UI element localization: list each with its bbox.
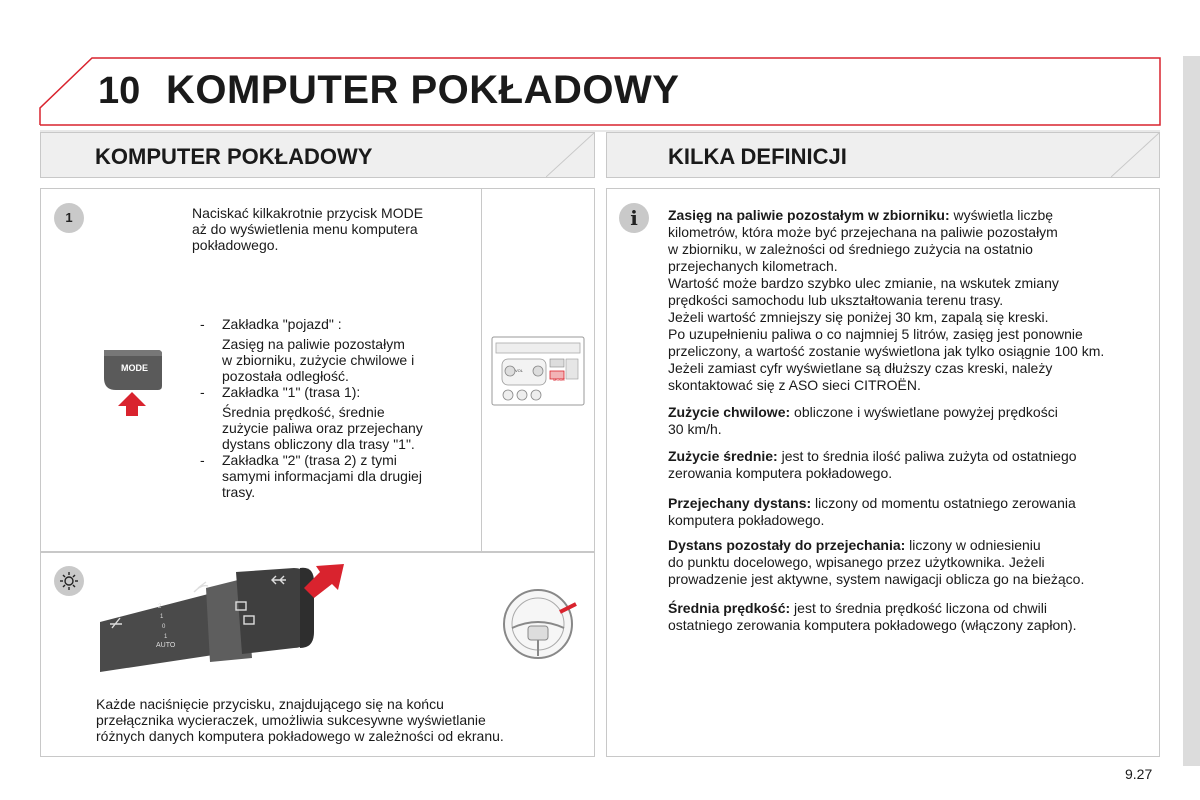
- definition-item: Zasięg na paliwie pozostałym w zbiorniku: wyświetla liczbę kilometrów, która może być przejechana na paliwie pozostałym w zbiorniku, w zależności od średniego zużycia na ostatnio przejechanych kilometrach. Wartość może bardzo szybko ulec zmianie, na wskutek zmiany prędkości samochodu lub ukształtowania terenu trasy. Jeżeli wartość zmniejszy się poniżej 30 km, zapalą się kreski. Po uzupełnieniu paliwa o co najmniej 5 litrów, zasięg jest ponownie przeliczony, a wartość zostanie wyświetlona jak tylko osiągnie 100 km. Jeżeli zamiast cyfr wyświetlane są dłuższy czas kreski, należy skontaktować się z ASO sieci CITROËN.: [668, 207, 1105, 393]
- mode-panel-divider: [481, 188, 482, 552]
- tab-item: - Zakładka "pojazd" : Zasięg na paliwie pozostałym w zbiorniku, zużycie chwilowe i pozostała odległość.: [200, 316, 470, 384]
- chapter-number: 10: [98, 70, 141, 112]
- svg-text:1: 1: [160, 614, 164, 620]
- side-tab: [1183, 56, 1200, 766]
- svg-text:1: 1: [164, 634, 168, 640]
- wiper-stalk-badge: [54, 566, 84, 596]
- definition-term: Zużycie chwilowe:: [668, 404, 791, 420]
- left-section-title: KOMPUTER POKŁADOWY: [95, 144, 373, 169]
- mode-button-label: MODE: [121, 363, 148, 373]
- definition-item: Dystans pozostały do przejechania: liczony w odniesieniu do punktu docelowego, wpisanego przez użytkownika. Jeżeli prowadzenie jest aktywne, system nawigacji oblicza go na bieżąco.: [668, 537, 1085, 587]
- page-number: 9.27: [1125, 766, 1153, 782]
- light-stalk-icon: [54, 566, 84, 596]
- definitions-list: [668, 207, 1153, 634]
- svg-text:2: 2: [158, 604, 162, 610]
- stalk-arrow-icon: [300, 558, 352, 598]
- mode-intro-text: Naciskać kilkakrotnie przycisk MODE aż do wyświetlenia menu komputera pokładowego.: [192, 205, 424, 253]
- mode-button-icon: [102, 346, 164, 418]
- definition-term: Średnia prędkość:: [668, 600, 791, 616]
- tab-heading: Zakładka "1" (trasa 1):: [222, 384, 361, 400]
- header-corner-fold: [1111, 133, 1159, 177]
- stalk-description: Każde naciśnięcie przycisku, znajdującego się na końcu przełącznika wycieraczek, umożliwia sukcesywne wyświetlanie różnych danych komputera pokładowego w zależności od ekranu.: [96, 696, 504, 744]
- radio-vol-label: VOL: [515, 368, 524, 373]
- chapter-title: KOMPUTER POKŁADOWY: [166, 68, 680, 112]
- svg-text:0: 0: [162, 624, 166, 630]
- right-section-title: KILKA DEFINICJI: [668, 144, 847, 169]
- definition-term: Przejechany dystans:: [668, 495, 812, 511]
- info-icon: i: [619, 203, 649, 233]
- tab-item: - Zakładka "2" (trasa 2) z tymi samymi informacjami dla drugiej trasy.: [200, 452, 422, 500]
- definition-item: Przejechany dystans: liczony od momentu ostatniego zerowania komputera pokładowego.: [668, 495, 1076, 528]
- mode-button-illustration: [102, 346, 162, 416]
- steering-wheel-icon: [498, 582, 580, 662]
- radio-unit-icon: [490, 335, 586, 407]
- tab-item: - Zakładka "1" (trasa 1): Średnia prędkość, średnie zużycie paliwa oraz przejechany dystans obliczony dla trasy "1".: [200, 384, 470, 452]
- definition-term: Zużycie średnie:: [668, 448, 778, 464]
- radio-unit-illustration: [490, 335, 586, 407]
- step-badge: 1: [54, 203, 84, 233]
- definition-item: Średnia prędkość: jest to średnia prędkość liczona od chwili ostatniego zerowania komputera pokładowego (włączony zapłon).: [668, 600, 1077, 633]
- definition-item: Zużycie średnie: jest to średnia ilość paliwa zużyta od ostatniego zerowania komputera pokładowego.: [668, 448, 1077, 481]
- definition-term: Zasięg na paliwie pozostałym w zbiorniku:: [668, 207, 950, 223]
- definition-item: Zużycie chwilowe: obliczone i wyświetlane powyżej prędkości 30 km/h.: [668, 404, 1058, 437]
- header-corner-fold: [546, 133, 594, 177]
- definition-term: Dystans pozostały do przejechania:: [668, 537, 906, 553]
- radio-mode-label: MODE: [553, 377, 565, 382]
- tab-heading: Zakładka "pojazd" :: [222, 316, 342, 332]
- tab-list: [200, 316, 470, 500]
- stalk-auto-label: AUTO: [156, 642, 176, 649]
